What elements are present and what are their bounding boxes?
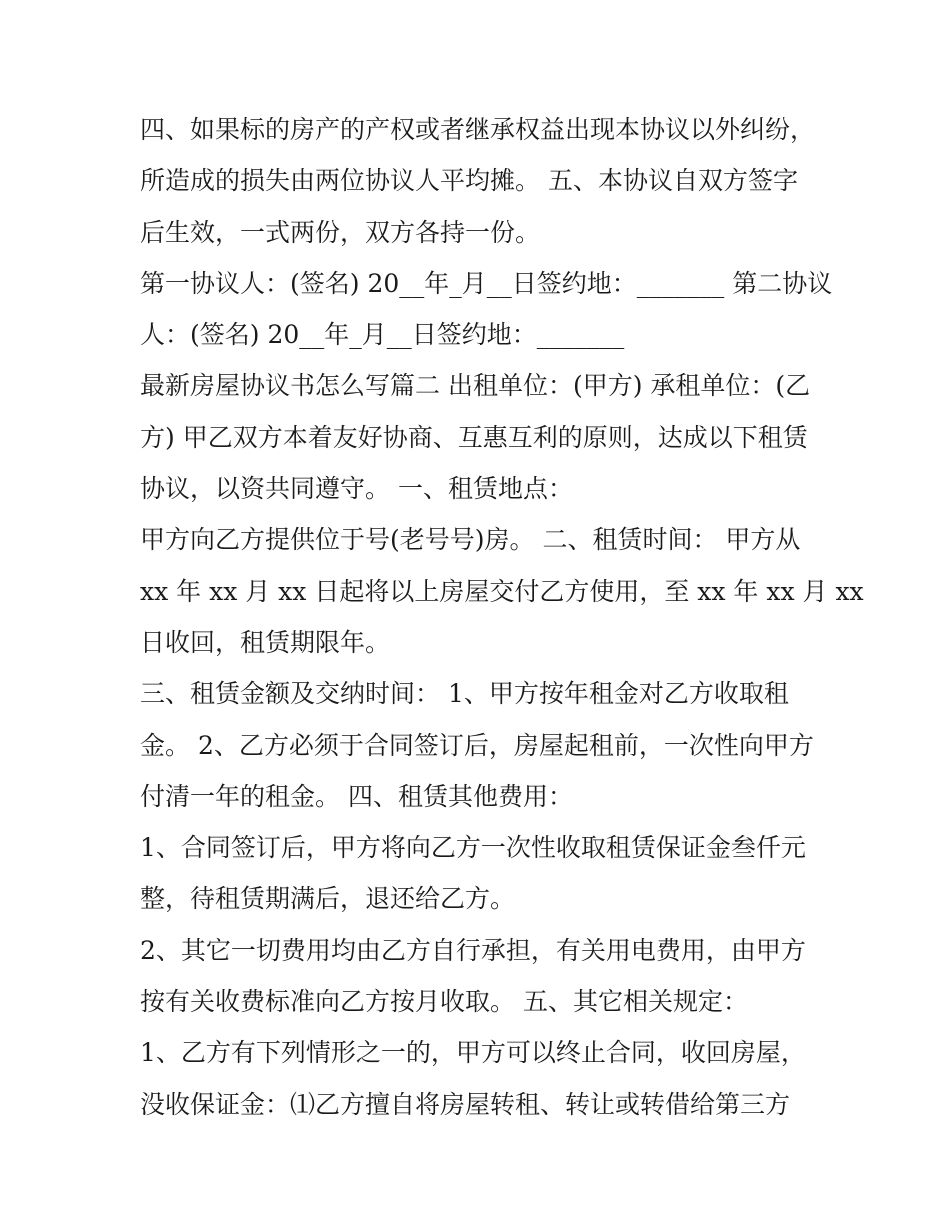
text-line: 金。 2、乙方必须于合同签订后，房屋起租前，一次性向甲方 bbox=[140, 730, 814, 760]
text-line: 按有关收费标准向乙方按月收取。 五、其它相关规定： bbox=[140, 987, 748, 1017]
text-line: xx 年 xx 月 xx 日起将以上房屋交付乙方使用，至 xx 年 xx 月 xx bbox=[140, 576, 864, 606]
text-line: 人：(签名) 20__年_月__日签约地：_______ bbox=[140, 320, 625, 350]
text-line: 甲方向乙方提供位于号(老号号)房。 二、租赁时间： 甲方从 bbox=[140, 525, 801, 555]
text-line: 日收回，租赁期限年。 bbox=[140, 627, 391, 657]
text-line: 后生效，一式两份，双方各持一份。 bbox=[140, 217, 541, 247]
document-body bbox=[140, 104, 864, 1130]
text-line: 三、租赁金额及交纳时间： 1、甲方按年租金对乙方收取租 bbox=[140, 679, 789, 709]
text-line: 所造成的损失由两位协议人平均摊。 五、本协议自双方签字 bbox=[140, 166, 798, 196]
text-line: 2、其它一切费用均由乙方自行承担，有关用电费用，由甲方 bbox=[140, 935, 806, 965]
text-line: 整，待租赁期满后，退还给乙方。 bbox=[140, 884, 516, 914]
text-line: 四、如果标的房产的产权或者继承权益出现本协议以外纠纷， bbox=[140, 115, 816, 144]
text-line: 付清一年的租金。 四、租赁其他费用： bbox=[140, 781, 573, 811]
text-line: 没收保证金：⑴乙方擅自将房屋转租、转让或转借给第三方 bbox=[140, 1089, 791, 1119]
text-line: 第一协议人：(签名) 20__年_月__日签约地：_______ 第二协议 bbox=[140, 268, 833, 298]
text-line: 1、合同签订后，甲方将向乙方一次性收取租赁保证金叁仟元 bbox=[140, 833, 806, 863]
text-line: 最新房屋协议书怎么写篇二 出租单位：(甲方) 承租单位：(乙 bbox=[140, 371, 811, 401]
text-line: 协议，以资共同遵守。 一、租赁地点： bbox=[140, 474, 573, 504]
text-line: 1、乙方有下列情形之一的，甲方可以终止合同，收回房屋， bbox=[140, 1038, 806, 1068]
text-line: 方) 甲乙双方本着友好协商、互惠互利的原则，达成以下租赁 bbox=[140, 422, 808, 452]
